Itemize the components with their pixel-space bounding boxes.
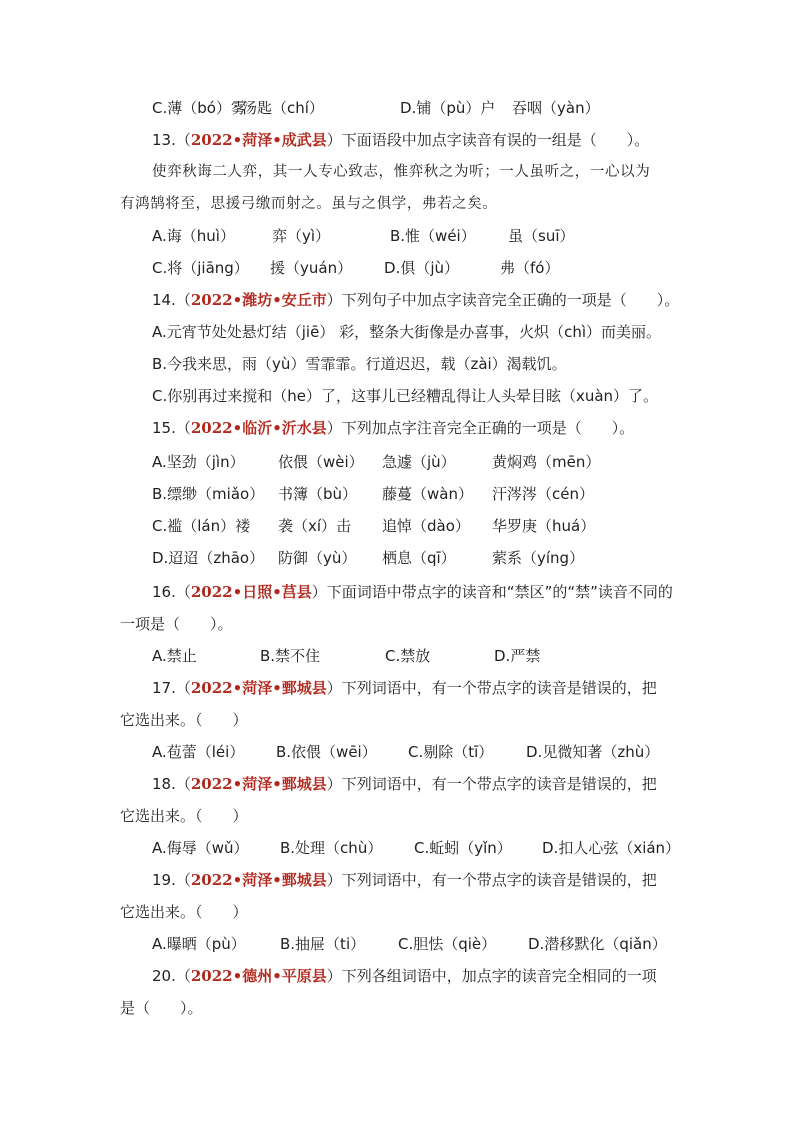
text-segment: 吞咽（yàn） (512, 99, 600, 117)
text-segment: 援（yuán） (270, 259, 353, 277)
text-segment: 弈（yì） (272, 227, 331, 245)
text-segment: D.潜移默化（qiǎn） (528, 935, 667, 953)
text-segment: 15.（ (152, 419, 191, 437)
question-source: 2022•日照•莒县 (190, 583, 312, 601)
text-segment: C.禁放 (385, 647, 431, 665)
text-segment: ）下面语段中加点字读音有误的一组是（ ）。 (326, 131, 650, 149)
text-segment: A.禁止 (152, 647, 197, 665)
text-segment: 是（ ）。 (120, 999, 203, 1017)
text-segment: 16.（ (152, 583, 191, 601)
text-line-27 (152, 934, 667, 954)
text-segment: C.将（jiāng） (152, 259, 249, 277)
text-segment: 袭（xí）击 (278, 517, 352, 535)
text-segment: 13.（ (152, 131, 191, 149)
text-segment: D.见微知著（zhù） (526, 743, 660, 761)
text-line-10 (152, 386, 658, 406)
text-segment: A.苞蕾（léi） (152, 743, 245, 761)
text-segment: D.扣人心弦（xián） (542, 839, 681, 857)
text-segment: 17.（ (152, 679, 191, 697)
text-segment: B.依偎（wēi） (276, 743, 377, 761)
text-line-20 (120, 710, 248, 730)
text-segment: B.抽屉（ti） (280, 935, 366, 953)
text-segment: C.胆怯（qiè） (398, 935, 497, 953)
text-segment: B.禁不住 (260, 647, 321, 665)
text-segment: 汤匙（chí） (242, 99, 324, 117)
question-source: 2022•潍坊•安丘市 (190, 291, 327, 309)
text-segment: 防御（yù） (278, 549, 357, 567)
text-segment: 使弈秋诲二人弈，其一人专心致志，惟弈秋之为听；一人虽听之，一心以为 (152, 164, 651, 180)
question-source: 2022•德州•平原县 (190, 967, 327, 985)
text-segment: 藤蔓（wàn） (382, 485, 473, 503)
text-segment: 弗（fó） (500, 259, 560, 277)
text-segment: D.俱（jù） (384, 259, 459, 277)
text-segment: ）下列加点字注音完全正确的一项是（ ）。 (326, 419, 635, 437)
text-line-28 (152, 966, 657, 986)
text-segment: D.严禁 (494, 647, 541, 665)
text-segment: C.褴（lán）褛 (152, 517, 251, 535)
text-segment: 它选出来。（ ） (120, 807, 248, 825)
text-segment: D.铺（pù）户 (400, 99, 496, 117)
text-line-11 (152, 418, 634, 438)
text-line-19 (152, 678, 657, 698)
text-line-29 (120, 998, 203, 1018)
text-segment: ）下面词语中带点字的读音和“禁区”的“禁”读音不同的 (311, 583, 673, 601)
text-segment: C.蚯蚓（yǐn） (414, 839, 512, 857)
text-line-23 (120, 806, 248, 826)
text-line-24 (152, 838, 680, 858)
text-line-15 (152, 548, 584, 568)
text-segment: 黄焖鸡（mēn） (492, 453, 601, 471)
text-segment: 它选出来。（ ） (120, 903, 248, 921)
question-source: 2022•菏泽•成武县 (190, 131, 327, 149)
text-segment: C.剔除（tī） (408, 743, 494, 761)
text-line-6 (152, 258, 559, 278)
text-line-12 (152, 452, 600, 472)
text-segment: ）下列词语中，有一个带点字的读音是错误的，把 (326, 775, 657, 793)
text-segment: B.今我来思，雨（yù）雪霏霏。行道迟迟，载（zài）渴载饥。 (152, 355, 567, 373)
text-segment: 一项是（ ）。 (120, 615, 233, 633)
text-segment: 有鸿鹄将至，思援弓缴而射之。虽与之俱学，弗若之矣。 (120, 196, 498, 212)
question-source: 2022•菏泽•鄄城县 (190, 775, 327, 793)
text-line-22 (152, 774, 657, 794)
text-segment: 虽（suī） (508, 227, 575, 245)
text-segment: B.惟（wéi） (390, 227, 476, 245)
text-line-5 (152, 226, 575, 246)
text-line-25 (152, 870, 657, 890)
text-segment: A.元宵节处处悬灯结（jiē） 彩，整条大街像是办喜事，火炽（chì）而美丽。 (152, 323, 662, 341)
question-source: 2022•临沂•沂水县 (190, 419, 327, 437)
text-line-4 (120, 194, 498, 214)
text-line-8 (152, 322, 661, 342)
text-segment: ）下列各组词语中，加点字的读音完全相同的一项 (326, 967, 657, 985)
text-segment: C.薄（bó）雾 (152, 99, 246, 117)
text-segment: 汗涔涔（cén） (492, 485, 594, 503)
text-segment: ）下列词语中，有一个带点字的读音是错误的，把 (326, 871, 657, 889)
text-line-17 (120, 614, 233, 634)
text-segment: 它选出来。（ ） (120, 711, 248, 729)
text-segment: D.迢迢（zhāo） (152, 549, 265, 567)
text-segment: ）下列词语中，有一个带点字的读音是错误的，把 (326, 679, 657, 697)
question-source: 2022•菏泽•鄄城县 (190, 679, 327, 697)
text-line-1 (152, 98, 600, 118)
text-segment: 急遽（jù） (382, 453, 456, 471)
text-segment: 追悼（dào） (382, 517, 470, 535)
text-line-21 (152, 742, 659, 762)
text-line-16 (152, 582, 673, 602)
text-segment: 依偎（wèi） (278, 453, 364, 471)
text-segment: A.诲（huì） (152, 227, 235, 245)
text-segment: C.你别再过来搅和（he）了，这事儿已经糟乱得让人头晕目眩（xuàn）了。 (152, 387, 659, 405)
text-line-14 (152, 516, 595, 536)
text-line-18 (152, 646, 540, 666)
text-line-9 (152, 354, 567, 374)
text-line-7 (152, 290, 679, 310)
text-line-2 (152, 130, 649, 150)
text-segment: 20.（ (152, 967, 191, 985)
text-line-26 (120, 902, 248, 922)
text-segment: A.侮辱（wǔ） (152, 839, 249, 857)
text-segment: 14.（ (152, 291, 191, 309)
text-line-13 (152, 484, 594, 504)
text-segment: 19.（ (152, 871, 191, 889)
text-segment: B.处理（chù） (280, 839, 383, 857)
text-segment: 萦系（yíng） (492, 549, 585, 567)
text-segment: B.缥缈（miǎo） (152, 485, 265, 503)
text-segment: 栖息（qī） (382, 549, 456, 567)
question-source: 2022•菏泽•鄄城县 (190, 871, 327, 889)
text-segment: 18.（ (152, 775, 191, 793)
text-segment: A.曝晒（pù） (152, 935, 246, 953)
text-segment: ）下列句子中加点字读音完全正确的一项是（ ）。 (326, 291, 680, 309)
text-segment: A.坚劲（jìn） (152, 453, 245, 471)
text-segment: 书簿（bù） (278, 485, 358, 503)
text-segment: 华罗庚（huá） (492, 517, 596, 535)
text-line-3 (152, 162, 650, 182)
